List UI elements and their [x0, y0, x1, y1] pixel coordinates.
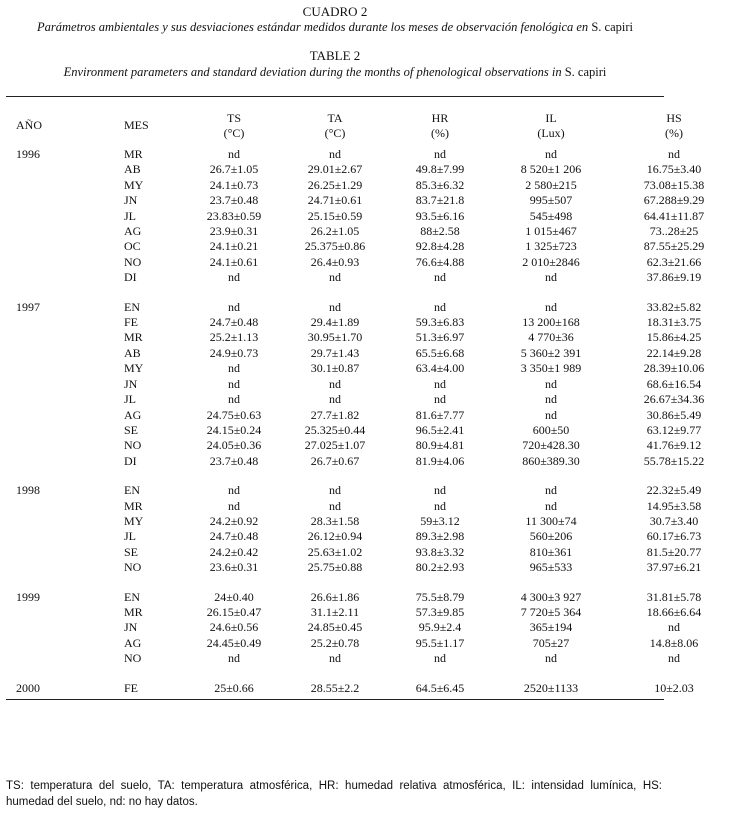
value-cell: 2 580±215 [525, 177, 577, 192]
year-cell [6, 361, 62, 376]
table-row [6, 315, 736, 330]
value-cell: 2 010±2846 [522, 254, 580, 269]
month-cell: SE [124, 422, 139, 437]
month-cell: JL [124, 392, 136, 407]
year-cell [6, 330, 62, 345]
value-cell: nd [668, 147, 680, 161]
value-cell: 1 325±723 [525, 239, 577, 254]
value-cell: 93.8±3.32 [415, 544, 465, 559]
table-row [6, 239, 736, 254]
value-cell: 25.15±0.59 [307, 208, 363, 223]
value-cell: 28.55±2.2 [310, 680, 360, 695]
year-cell: 2000 [16, 680, 40, 695]
month-cell: EN [124, 483, 140, 498]
year-cell [6, 224, 62, 239]
value-cell: 57.3±9.85 [415, 604, 465, 619]
col-header-hr: HR [431, 111, 449, 125]
value-cell: 545±498 [529, 208, 573, 223]
year-cell [6, 315, 62, 330]
value-cell: nd [228, 147, 240, 161]
value-cell: 2520±1133 [523, 680, 579, 695]
value-cell: nd [329, 376, 341, 391]
value-cell: 26.15±0.47 [206, 604, 262, 619]
value-cell: 30.86±5.49 [646, 407, 702, 422]
month-cell: JN [124, 376, 138, 391]
month-cell: NO [124, 438, 142, 453]
table-row [6, 330, 736, 345]
value-cell: 31.1±2.11 [310, 604, 360, 619]
footnote: TS: temperatura del suelo, TA: temperatura atmosférica, HR: humedad relativa atmosférica, IL: intensidad lumínica, HS: humedad del suelo, nd: no hay datos. [6, 780, 662, 808]
value-cell: 24.7±0.48 [209, 529, 259, 544]
value-cell: 24.6±0.56 [209, 620, 259, 635]
table-row [6, 454, 736, 469]
value-cell: 59.3±6.83 [415, 315, 465, 330]
value-cell: 60.17±6.73 [646, 529, 702, 544]
value-cell: nd [545, 407, 557, 422]
cuadro-caption-species: S. capiri [591, 20, 633, 34]
value-cell: 73..28±25 [649, 224, 699, 239]
bottom-rule [6, 699, 664, 700]
value-cell: 22.32±5.49 [646, 483, 702, 498]
year-cell [6, 560, 62, 575]
col-header-il: IL [545, 111, 557, 125]
col-header-ts: TS [226, 111, 241, 125]
value-cell: 14.8±8.06 [649, 635, 699, 650]
value-cell: 80.2±2.93 [415, 560, 465, 575]
month-cell: DI [124, 270, 137, 285]
value-cell: 24.85±0.45 [307, 620, 363, 635]
value-cell: 88±2.58 [420, 224, 460, 239]
value-cell: 24.45±0.49 [206, 635, 262, 650]
table-row [6, 270, 736, 285]
value-cell: 64.41±11.87 [643, 208, 705, 223]
year-cell [6, 346, 62, 361]
month-cell: MY [124, 513, 144, 528]
value-cell: 22.14±9.28 [646, 345, 702, 360]
month-cell: JL [124, 529, 136, 544]
value-cell: 23.7±0.48 [209, 193, 259, 208]
value-cell: 73.08±15.38 [643, 177, 705, 192]
value-cell: 26.7±1.05 [209, 162, 259, 177]
table-row [6, 545, 736, 560]
month-cell: EN [124, 589, 140, 604]
year-cell [6, 514, 62, 529]
month-cell: MR [124, 604, 143, 619]
data-table [6, 111, 736, 696]
year-cell: 1997 [16, 299, 40, 314]
month-cell: DI [124, 453, 137, 468]
value-cell: 67.288±9.29 [643, 193, 705, 208]
value-cell: 14.95±3.58 [646, 498, 702, 513]
month-cell: JN [124, 620, 138, 635]
value-cell: 8 520±1 206 [520, 162, 582, 177]
value-cell: 15.86±4.25 [646, 330, 702, 345]
month-cell: FE [124, 680, 139, 695]
table-row [6, 651, 736, 666]
value-cell: 30.7±3.40 [649, 513, 699, 528]
table-row [6, 224, 736, 239]
month-cell: OC [124, 239, 141, 254]
month-cell: EN [124, 299, 140, 314]
table-row [6, 423, 736, 438]
value-cell: 25.2±1.13 [209, 330, 259, 345]
value-cell: nd [329, 498, 341, 513]
table-row [6, 361, 736, 376]
year-cell [6, 392, 62, 407]
value-cell: nd [545, 270, 557, 285]
table-row [6, 636, 736, 651]
table-row [6, 620, 736, 635]
cuadro-caption-text: Parámetros ambientales y sus desviaciones estándar medidos durante los meses de observación fenológica en [37, 20, 589, 34]
year-cell [6, 193, 62, 208]
value-cell: 63.12±9.77 [646, 422, 702, 437]
table-row [6, 499, 736, 514]
value-cell: nd [228, 361, 240, 376]
year-cell [6, 499, 62, 514]
value-cell: 24.15±0.24 [206, 422, 262, 437]
value-cell: nd [228, 270, 240, 285]
year-cell [6, 162, 62, 177]
value-cell: 26.7±0.67 [310, 453, 360, 468]
value-cell: 25.75±0.88 [307, 560, 363, 575]
value-cell: 81.9±4.06 [415, 453, 465, 468]
value-cell: nd [434, 483, 446, 498]
table-row [6, 178, 736, 193]
value-cell: 860±389.30 [522, 453, 580, 468]
col-header-il-unit: (Lux) [537, 126, 565, 140]
value-cell: 28.39±10.06 [643, 361, 705, 376]
value-cell: 18.31±3.75 [646, 315, 702, 330]
value-cell: 600±50 [532, 422, 570, 437]
value-cell: 25.325±0.44 [304, 422, 366, 437]
table-row [6, 377, 736, 392]
value-cell: 37.97±6.21 [646, 560, 702, 575]
value-cell: 26.67±34.36 [643, 392, 705, 407]
value-cell: 26.6±1.86 [310, 589, 360, 604]
value-cell: 93.5±6.16 [415, 208, 465, 223]
value-cell: 26.12±0.94 [307, 529, 363, 544]
year-cell [6, 239, 62, 254]
value-cell: 25.2±0.78 [310, 635, 360, 650]
value-cell: nd [329, 651, 341, 666]
value-cell: 24.71±0.61 [307, 193, 363, 208]
value-cell: 995±507 [529, 193, 573, 208]
value-cell: 37.86±9.19 [646, 270, 702, 285]
value-cell: 29.01±2.67 [307, 162, 363, 177]
value-cell: 1 015±467 [525, 224, 577, 239]
value-cell: 75.5±8.79 [415, 589, 465, 604]
value-cell: 7 720±5 364 [520, 604, 582, 619]
value-cell: 4 770±36 [528, 330, 574, 345]
value-cell: nd [434, 651, 446, 666]
year-cell [6, 636, 62, 651]
value-cell: nd [545, 651, 557, 666]
value-cell: 560±206 [529, 529, 573, 544]
value-cell: 24.75±0.63 [206, 407, 262, 422]
col-header-ta: TA [327, 111, 343, 125]
month-cell: NO [124, 560, 142, 575]
value-cell: nd [545, 376, 557, 391]
value-cell: 3 350±1 989 [520, 361, 582, 376]
value-cell: nd [434, 299, 446, 314]
table-body [6, 147, 736, 696]
value-cell: 41.76±9.12 [646, 438, 702, 453]
table-row [6, 560, 736, 575]
month-cell: AG [124, 224, 142, 239]
value-cell: nd [228, 498, 240, 513]
top-rule [6, 96, 664, 97]
value-cell: 24.7±0.48 [209, 315, 259, 330]
value-cell: 4 300±3 927 [520, 589, 582, 604]
table-caption-species: S. capiri [564, 65, 607, 79]
value-cell: 30.95±1.70 [307, 330, 363, 345]
value-cell: 64.5±6.45 [415, 680, 465, 695]
value-cell: 96.5±2.41 [415, 422, 465, 437]
value-cell: 23.83±0.59 [206, 208, 262, 223]
value-cell: 13 200±168 [522, 315, 580, 330]
value-cell: 18.66±6.64 [646, 604, 702, 619]
col-header-ta-unit: (°C) [324, 126, 346, 140]
value-cell: nd [545, 147, 557, 161]
month-cell: MR [124, 330, 143, 345]
table-row [6, 408, 736, 423]
value-cell: 5 360±2 391 [520, 345, 582, 360]
value-cell: 25±0.66 [214, 680, 254, 695]
value-cell: nd [434, 270, 446, 285]
table-row [6, 209, 736, 224]
value-cell: nd [228, 376, 240, 391]
value-cell: nd [329, 299, 341, 314]
value-cell: 24.05±0.36 [206, 438, 262, 453]
table-row [6, 300, 736, 315]
value-cell: 68.6±16.54 [646, 376, 702, 391]
table-row [6, 681, 736, 696]
cuadro-label: CUADRO 2 [302, 4, 368, 19]
month-cell: SE [124, 544, 139, 559]
table-row [6, 438, 736, 453]
year-cell: 1998 [16, 483, 40, 498]
value-cell: 24.2±0.92 [209, 513, 259, 528]
year-cell [6, 408, 62, 423]
value-cell: 62.3±21.66 [646, 254, 702, 269]
month-cell: MY [124, 361, 144, 376]
value-cell: 25.63±1.02 [307, 544, 363, 559]
year-cell [6, 423, 62, 438]
value-cell: 49.8±7.99 [415, 162, 465, 177]
value-cell: 26.4±0.93 [310, 254, 360, 269]
table-row [6, 590, 736, 605]
value-cell: nd [545, 498, 557, 513]
col-header-hr-unit: (%) [431, 126, 449, 140]
value-cell: 80.9±4.81 [415, 438, 465, 453]
value-cell: 59±3.12 [420, 513, 460, 528]
value-cell: nd [329, 483, 341, 498]
col-header-ts-unit: (°C) [223, 126, 245, 140]
value-cell: 29.7±1.43 [310, 345, 360, 360]
table-row [6, 605, 736, 620]
year-cell [6, 255, 62, 270]
month-cell: MY [124, 177, 144, 192]
col-header-year-label: AÑO [16, 118, 42, 132]
month-cell: AG [124, 635, 142, 650]
year-cell [6, 545, 62, 560]
value-cell: nd [434, 376, 446, 391]
year-cell [6, 529, 62, 544]
value-cell: 81.5±20.77 [646, 544, 702, 559]
value-cell: nd [329, 147, 341, 161]
value-cell: nd [668, 620, 680, 635]
value-cell: nd [434, 147, 446, 161]
value-cell: 23.6±0.31 [209, 560, 259, 575]
value-cell: 27.025±1.07 [304, 438, 366, 453]
table-row [6, 483, 736, 498]
value-cell: 63.4±4.00 [415, 361, 465, 376]
table-row [6, 255, 736, 270]
value-cell: 95.9±2.4 [418, 620, 462, 635]
value-cell: 55.78±15.22 [643, 453, 705, 468]
value-cell: nd [329, 392, 341, 407]
table-label: TABLE 2 [309, 48, 361, 63]
table-caption [0, 65, 670, 80]
value-cell: 31.81±5.78 [646, 589, 702, 604]
month-cell: JL [124, 208, 136, 223]
value-cell: 85.3±6.32 [415, 177, 465, 192]
month-cell: AB [124, 162, 141, 177]
table-row [6, 529, 736, 544]
month-cell: MR [124, 498, 143, 513]
table-row [6, 147, 736, 162]
value-cell: nd [228, 651, 240, 666]
value-cell: 26.2±1.05 [310, 224, 360, 239]
value-cell: 23.7±0.48 [209, 453, 259, 468]
group-gap [6, 667, 736, 681]
value-cell: nd [668, 651, 680, 666]
value-cell: 11 300±74 [525, 513, 577, 528]
value-cell: nd [228, 483, 240, 498]
year-cell [6, 438, 62, 453]
col-header-hs-unit: (%) [665, 126, 683, 140]
value-cell: 24.1±0.21 [209, 239, 259, 254]
month-cell: JN [124, 193, 138, 208]
value-cell: 83.7±21.8 [415, 193, 465, 208]
col-header-mes-label: MES [124, 118, 149, 132]
cuadro-caption [0, 20, 670, 35]
value-cell: 720±428.30 [522, 438, 580, 453]
year-cell [6, 178, 62, 193]
value-cell: 23.9±0.31 [209, 224, 259, 239]
year-cell [6, 605, 62, 620]
value-cell: 65.5±6.68 [415, 345, 465, 360]
value-cell: nd [434, 392, 446, 407]
value-cell: nd [545, 392, 557, 407]
value-cell: nd [228, 299, 240, 314]
value-cell: 30.1±0.87 [310, 361, 360, 376]
value-cell: nd [329, 270, 341, 285]
table-row [6, 514, 736, 529]
value-cell: 365±194 [529, 620, 573, 635]
value-cell: 810±361 [529, 544, 573, 559]
value-cell: 24.1±0.61 [209, 254, 259, 269]
year-cell [6, 377, 62, 392]
value-cell: 24.1±0.73 [209, 177, 259, 192]
value-cell: 51.3±6.97 [415, 330, 465, 345]
year-cell [6, 620, 62, 635]
value-cell: 28.3±1.58 [310, 513, 360, 528]
year-cell: 1999 [16, 589, 40, 604]
table-caption-text: Environment parameters and standard deviation during the months of phenological observations in [63, 65, 562, 79]
year-cell: 1996 [16, 147, 40, 161]
value-cell: 25.375±0.86 [304, 239, 366, 254]
table-row [6, 162, 736, 177]
value-cell: nd [434, 498, 446, 513]
table-row [6, 346, 736, 361]
value-cell: 29.4±1.89 [310, 315, 360, 330]
value-cell: 24.9±0.73 [209, 345, 259, 360]
value-cell: 81.6±7.77 [415, 407, 465, 422]
year-cell [6, 209, 62, 224]
value-cell: 95.5±1.17 [415, 635, 465, 650]
group-gap [6, 576, 736, 590]
table-row [6, 193, 736, 208]
value-cell: nd [545, 299, 557, 314]
value-cell: 965±533 [529, 560, 573, 575]
value-cell: nd [545, 483, 557, 498]
header-row-2 [6, 126, 736, 141]
group-gap [6, 469, 736, 483]
year-cell [6, 270, 62, 285]
value-cell: 76.6±4.88 [415, 254, 465, 269]
value-cell: 10±2.03 [654, 680, 694, 695]
value-cell: nd [228, 392, 240, 407]
month-cell: AB [124, 345, 141, 360]
value-cell: 705±27 [532, 635, 570, 650]
month-cell: NO [124, 254, 142, 269]
year-cell [6, 651, 62, 666]
year-cell [6, 454, 62, 469]
col-header-hs: HS [666, 111, 682, 125]
month-cell: NO [124, 651, 142, 666]
value-cell: 33.82±5.82 [646, 299, 702, 314]
value-cell: 24±0.40 [214, 589, 254, 604]
table-row [6, 392, 736, 407]
value-cell: 27.7±1.82 [310, 407, 360, 422]
month-cell: FE [124, 315, 139, 330]
month-cell: AG [124, 407, 142, 422]
value-cell: 87.55±25.29 [643, 239, 705, 254]
group-gap [6, 286, 736, 300]
value-cell: 16.75±3.40 [646, 162, 702, 177]
value-cell: 24.2±0.42 [209, 544, 259, 559]
value-cell: 92.8±4.28 [415, 239, 465, 254]
value-cell: 26.25±1.29 [307, 177, 363, 192]
value-cell: 89.3±2.98 [415, 529, 465, 544]
month-cell: MR [124, 147, 143, 161]
